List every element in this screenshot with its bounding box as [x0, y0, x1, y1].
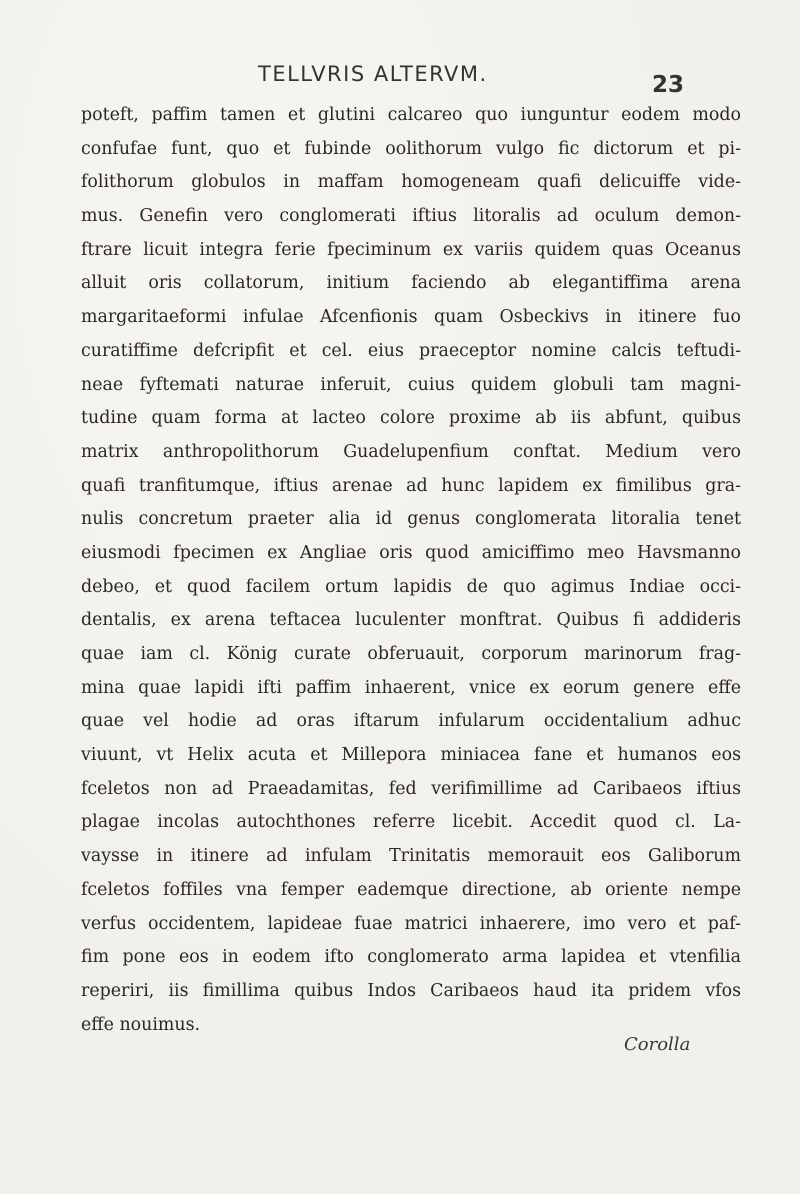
- text-line: plagae incolas autochthones referre licebit. Accedit quod cl. La-: [81, 812, 741, 833]
- text-line: debeo, et quod facilem ortum lapidis de quo agimus Indiae occi-: [81, 576, 741, 597]
- text-line: curatiffime defcripfit et cel. eius praeceptor nomine calcis teftudi-: [81, 340, 741, 361]
- running-head: [0, 62, 800, 96]
- text-line: matrix anthropolithorum Guadelupenfium conftat. Medium vero: [81, 441, 741, 462]
- text-line: vaysse in itinere ad infulam Trinitatis memorauit eos Galiborum: [81, 846, 741, 867]
- catchword: Corolla: [624, 1034, 691, 1055]
- text-line: folithorum globulos in maffam homogeneam quafi delicuiffe vide-: [81, 172, 741, 193]
- text-line: poteft, paffim tamen et glutini calcareo quo iunguntur eodem modo: [81, 105, 741, 125]
- text-line: mina quae lapidi ifti paffim inhaerent, vnice ex eorum genere effe: [81, 677, 741, 698]
- text-line: nulis concretum praeter alia id genus conglomerata litoralia tenet: [81, 509, 741, 530]
- text-line: quae iam cl. König curate obferuauit, corporum marinorum frag-: [81, 644, 741, 664]
- text-line: fim pone eos in eodem ifto conglomerato arma lapidea et vtenfilia: [81, 947, 741, 968]
- text-line: margaritaeformi infulae Afcenfionis quam Osbeckivs in itinere fuo: [81, 307, 741, 328]
- text-line: fceletos foffiles vna femper eademque directione, ab oriente nempe: [81, 879, 741, 900]
- text-line: verfus occidentem, lapideae fuae matrici inhaerere, imo vero et paf-: [81, 913, 741, 934]
- text-line: ftrare licuit integra ferie fpeciminum ex variis quidem quas Oceanus: [81, 239, 741, 260]
- text-line: eiusmodi fpecimen ex Angliae oris quod amiciffimo meo Havsmanno: [81, 542, 741, 563]
- text-line: mus. Genefin vero conglomerati iftius litoralis ad oculum demon-: [81, 206, 741, 227]
- text-line: viuunt, vt Helix acuta et Millepora miniacea fane et humanos eos: [81, 745, 741, 766]
- text-line: alluit oris collatorum, initium faciendo ab elegantiffima arena: [81, 273, 741, 294]
- text-line: tudine quam forma at lacteo colore proxime ab iis abfunt, quibus: [81, 408, 741, 429]
- text-line-last: effe nouimus.: [81, 1014, 201, 1035]
- text-line: reperiri, iis fimillima quibus Indos Caribaeos haud ita pridem vfos: [81, 980, 741, 1001]
- text-line: quae vel hodie ad oras iftarum infularum occidentalium adhuc: [81, 711, 741, 732]
- text-line: neae fyftemati naturae inferuit, cuius quidem globuli tam magni-: [81, 374, 741, 395]
- text-line: confufae funt, quo et fubinde oolithorum vulgo fic dictorum et pi-: [81, 138, 741, 159]
- text-line: fceletos non ad Praeadamitas, fed verifimillime ad Caribaeos iftius: [81, 778, 741, 799]
- running-title: TELLVRIS ALTERVM.: [258, 62, 488, 86]
- text-line: quafi tranfitumque, iftius arenae ad hunc lapidem ex fimilibus gra-: [81, 475, 741, 496]
- text-line: dentalis, ex arena teftacea luculenter monftrat. Quibus fi addideris: [81, 610, 741, 631]
- page-number: 23: [652, 72, 685, 98]
- text-body: [81, 99, 741, 1042]
